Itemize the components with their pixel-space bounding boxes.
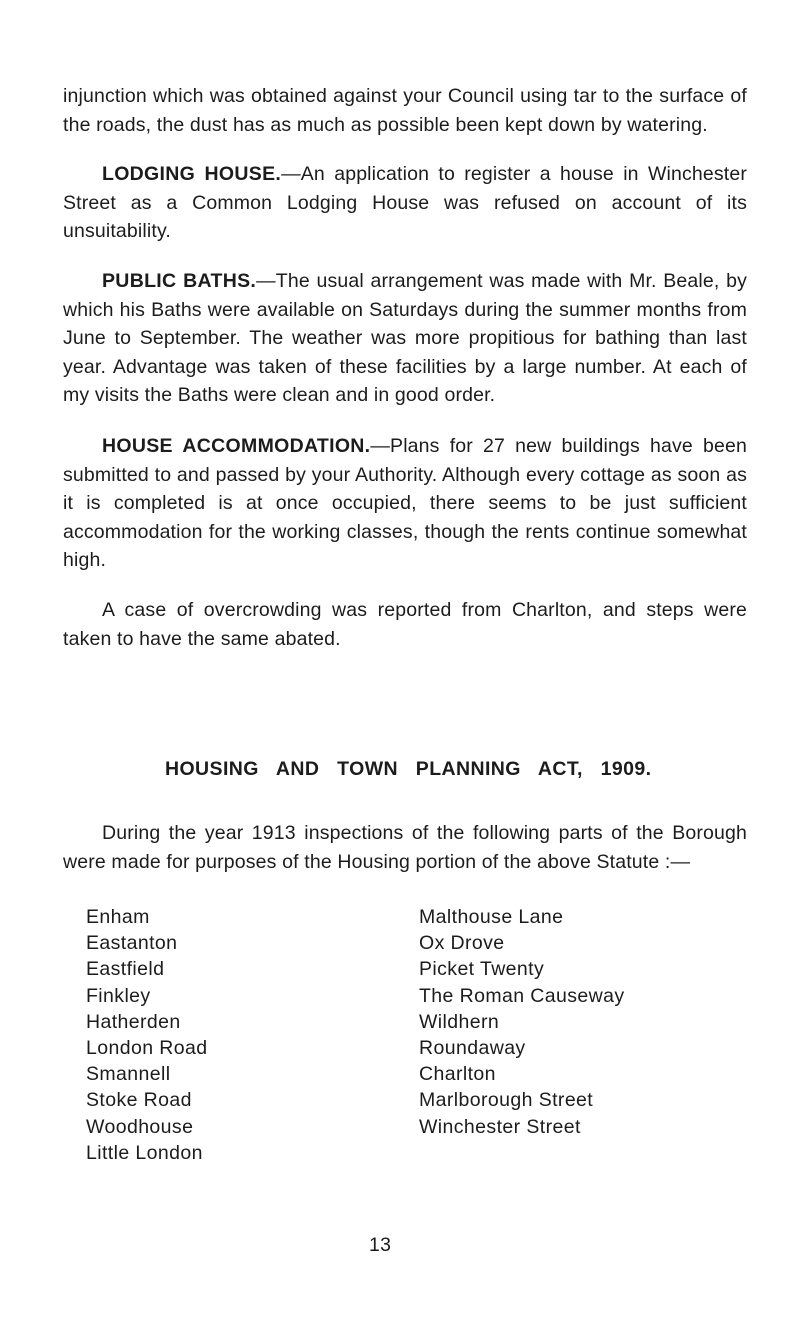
place-item: Smannell: [86, 1063, 171, 1086]
place-item: Little London: [86, 1141, 203, 1164]
place-item: Enham: [86, 906, 150, 928]
place-item: The Roman Causeway: [419, 984, 625, 1007]
place-item: Finkley: [86, 984, 151, 1007]
place-item: Malthouse Lane: [419, 906, 564, 928]
place-item: Wildhern: [419, 1010, 500, 1033]
lodging-house-heading: LODGING HOUSE.: [102, 163, 282, 186]
page-number: 13: [369, 1234, 392, 1256]
place-item: London Road: [86, 1037, 208, 1060]
place-item: Roundaway: [419, 1037, 526, 1060]
place-item: Hatherden: [86, 1010, 181, 1033]
place-item: Picket Twenty: [419, 958, 545, 981]
place-item: Marlborough Street: [419, 1089, 594, 1112]
place-item: Eastanton: [86, 932, 178, 955]
places-column-right: [419, 904, 625, 1140]
place-item: Winchester Street: [419, 1115, 581, 1138]
public-baths-paragraph: [63, 267, 747, 410]
section-heading: HOUSING AND TOWN PLANNING ACT, 1909.: [165, 758, 652, 780]
house-accommodation-paragraph: [63, 432, 747, 575]
place-item: Eastfield: [86, 958, 165, 981]
document-page: [63, 82, 747, 1164]
lodging-house-text: —An application to register a house in Winchester Street as a Common Lodging House was refused on account of its unsuitability.: [63, 163, 747, 243]
place-item: Stoke Road: [86, 1089, 192, 1112]
public-baths-heading: PUBLIC BATHS.: [102, 269, 257, 292]
house-accommodation-heading: HOUSE ACCOMMODATION.: [102, 434, 371, 457]
places-column-left: [86, 904, 208, 1166]
place-item: Ox Drove: [419, 932, 505, 955]
house-accommodation-text: —Plans for 27 new buildings have been submitted to and passed by your Authority. Although every cottage as soon as it is completed is at once occupied, there seems to be just sufficient accommodation for the working classes, though the rents continue somewhat high.: [63, 434, 747, 572]
place-item: Charlton: [419, 1063, 496, 1086]
opening-paragraph: injunction which was obtained against your Council using tar to the surface of the roads, the dust has as much as possible been kept down by watering.: [63, 85, 747, 136]
inspections-paragraph: During the year 1913 inspections of the following parts of the Borough were made for purposes of the Housing portion of the above Statute :—: [63, 822, 747, 873]
lodging-house-paragraph: [63, 160, 747, 246]
overcrowding-paragraph: A case of overcrowding was reported from Charlton, and steps were taken to have the same abated.: [63, 598, 747, 650]
public-baths-text: —The usual arrangement was made with Mr. Beale, by which his Baths were available on Saturdays during the summer months from June to September. The weather was more propitious for bathing than last year. Advantage was taken of these facilities by a large number. At each of my visits the Baths were clean and in good order.: [63, 269, 747, 407]
place-item: Woodhouse: [86, 1115, 194, 1138]
